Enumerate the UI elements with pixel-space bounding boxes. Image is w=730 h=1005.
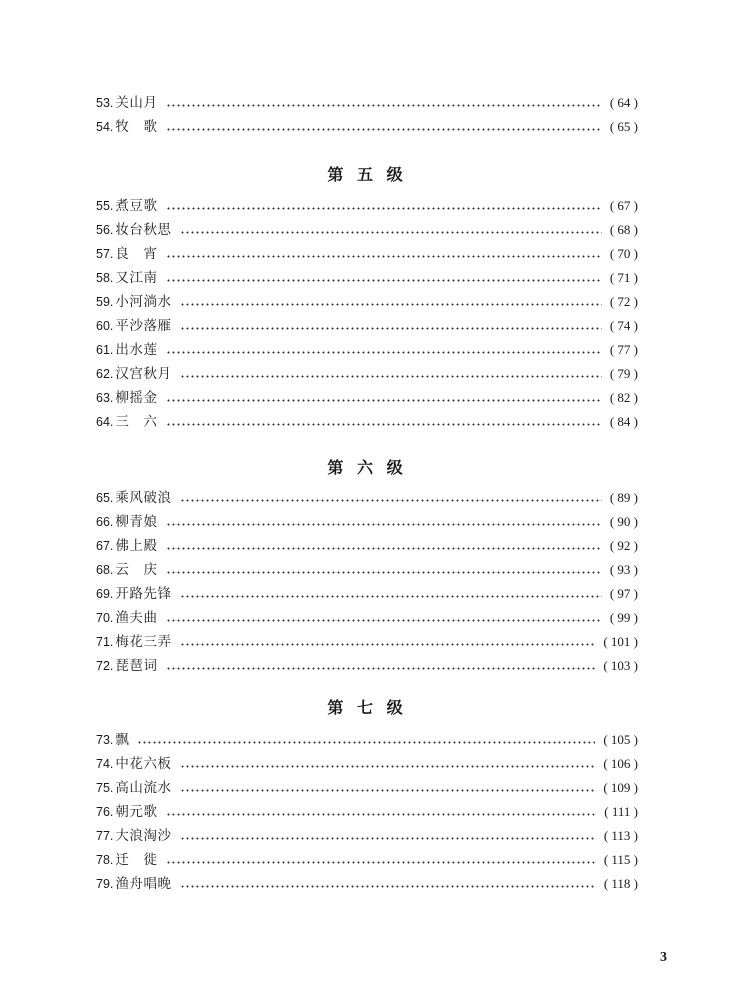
entry-number: 70.	[96, 611, 114, 625]
entry-page: ( 84 )	[609, 414, 638, 429]
section-heading: 第 七 级	[327, 698, 407, 717]
entry-title: 牧 歌	[115, 119, 158, 135]
entry-page: ( 70 )	[609, 246, 638, 261]
toc-entry[interactable]	[96, 559, 638, 581]
entry-number: 58.	[96, 271, 114, 285]
entry-page: ( 64 )	[609, 95, 638, 110]
dot-leader	[180, 876, 596, 888]
entry-number: 65.	[96, 491, 114, 505]
entry-number: 53.	[96, 96, 114, 110]
toc-entry[interactable]	[96, 583, 638, 605]
entry-page: ( 111 )	[604, 804, 638, 819]
entry-title: 妆台秋思	[115, 222, 172, 238]
toc-entry[interactable]	[96, 535, 638, 557]
entry-page: ( 103 )	[603, 658, 638, 673]
entry-number: 60.	[96, 319, 114, 333]
dot-leader	[166, 342, 602, 354]
toc-entry[interactable]	[96, 339, 638, 361]
dot-leader	[180, 780, 596, 792]
entry-number: 57.	[96, 247, 114, 261]
entry-title: 小河淌水	[115, 294, 172, 310]
entry-title: 高山流水	[115, 780, 172, 796]
entry-title: 关山月	[115, 95, 158, 111]
entry-title: 琵琶词	[115, 658, 158, 674]
entry-page: ( 115 )	[603, 852, 638, 867]
entry-page: ( 82 )	[609, 390, 638, 405]
dot-leader	[180, 586, 602, 598]
toc-entry[interactable]	[96, 849, 638, 871]
toc-entry[interactable]	[96, 267, 638, 289]
dot-leader	[166, 390, 602, 402]
entry-page: ( 118 )	[603, 876, 638, 891]
entry-number: 74.	[96, 757, 114, 771]
toc-entry[interactable]	[96, 801, 638, 823]
entry-page: ( 89 )	[609, 490, 638, 505]
toc-entry[interactable]	[96, 631, 638, 653]
toc-entry[interactable]	[96, 219, 638, 241]
section-heading: 第 六 级	[327, 458, 407, 477]
entry-title: 又江南	[115, 270, 158, 286]
entry-title: 柳摇金	[115, 390, 158, 406]
dot-leader	[166, 610, 602, 622]
dot-leader	[166, 119, 602, 131]
entry-page: ( 106 )	[603, 756, 638, 771]
toc-entry[interactable]	[96, 195, 638, 217]
dot-leader	[166, 270, 602, 282]
entry-page: ( 65 )	[609, 119, 638, 134]
entry-page: ( 79 )	[609, 366, 638, 381]
dot-leader	[180, 756, 596, 768]
entry-number: 72.	[96, 659, 114, 673]
dot-leader	[166, 514, 602, 526]
toc-entry[interactable]	[96, 315, 638, 337]
entry-number: 69.	[96, 587, 114, 601]
entry-number: 55.	[96, 199, 114, 213]
toc-entry[interactable]	[96, 873, 638, 895]
section-heading: 第 五 级	[327, 165, 407, 184]
toc-entry[interactable]	[96, 92, 638, 114]
entry-title: 汉宫秋月	[115, 366, 172, 382]
dot-leader	[166, 852, 596, 864]
entry-number: 56.	[96, 223, 114, 237]
entry-title: 飘	[115, 732, 130, 748]
entry-page: ( 101 )	[603, 634, 638, 649]
entry-number: 64.	[96, 415, 114, 429]
dot-leader	[166, 658, 596, 670]
entry-page: ( 109 )	[603, 780, 638, 795]
entry-number: 71.	[96, 635, 114, 649]
entry-number: 79.	[96, 877, 114, 891]
entry-number: 73.	[96, 733, 114, 747]
entry-number: 66.	[96, 515, 114, 529]
entry-title: 煮豆歌	[115, 198, 158, 214]
toc-entry[interactable]	[96, 487, 638, 509]
entry-page: ( 71 )	[609, 270, 638, 285]
entry-page: ( 113 )	[603, 828, 638, 843]
dot-leader	[166, 562, 602, 574]
entry-title: 中花六板	[115, 756, 172, 772]
entry-title: 渔夫曲	[115, 610, 158, 626]
toc-entry[interactable]	[96, 655, 638, 677]
dot-leader	[166, 246, 602, 258]
toc-entry[interactable]	[96, 777, 638, 799]
toc-entry[interactable]	[96, 729, 638, 751]
dot-leader	[180, 828, 596, 840]
entry-number: 68.	[96, 563, 114, 577]
dot-leader	[180, 294, 602, 306]
entry-number: 59.	[96, 295, 114, 309]
entry-number: 78.	[96, 853, 114, 867]
entry-page: ( 77 )	[609, 342, 638, 357]
entry-title: 三 六	[115, 414, 158, 430]
entry-title: 开路先锋	[115, 586, 172, 602]
entry-page: ( 74 )	[609, 318, 638, 333]
entry-page: ( 68 )	[609, 222, 638, 237]
entry-number: 76.	[96, 805, 114, 819]
entry-title: 云 庆	[115, 562, 158, 578]
entry-number: 61.	[96, 343, 114, 357]
entry-number: 67.	[96, 539, 114, 553]
entry-page: ( 105 )	[603, 732, 638, 747]
toc-entry[interactable]	[96, 753, 638, 775]
dot-leader	[166, 414, 602, 426]
entry-title: 渔舟唱晚	[115, 876, 172, 892]
dot-leader	[166, 804, 597, 816]
toc-entry[interactable]	[96, 511, 638, 533]
entry-page: ( 90 )	[609, 514, 638, 529]
toc-entry[interactable]	[96, 363, 638, 385]
entry-page: ( 93 )	[609, 562, 638, 577]
entry-title: 柳青娘	[115, 514, 158, 530]
toc-entry[interactable]	[96, 607, 638, 629]
entry-title: 出水莲	[115, 342, 158, 358]
toc-entry[interactable]	[96, 825, 638, 847]
entry-page: ( 72 )	[609, 294, 638, 309]
dot-leader	[180, 222, 602, 234]
dot-leader	[166, 95, 602, 107]
dot-leader	[180, 318, 602, 330]
entry-title: 朝元歌	[115, 804, 158, 820]
entry-page: ( 99 )	[609, 610, 638, 625]
dot-leader	[180, 634, 596, 646]
toc-entry[interactable]	[96, 116, 638, 138]
dot-leader	[166, 538, 602, 550]
dot-leader	[166, 198, 602, 210]
entry-title: 梅花三弄	[115, 634, 172, 650]
entry-number: 62.	[96, 367, 114, 381]
entry-title: 大浪淘沙	[115, 828, 172, 844]
entry-page: ( 67 )	[609, 198, 638, 213]
page-number: 3	[660, 950, 667, 965]
entry-number: 54.	[96, 120, 114, 134]
dot-leader	[180, 366, 602, 378]
entry-title: 良 宵	[115, 246, 158, 262]
dot-leader	[137, 732, 595, 744]
entry-title: 平沙落雁	[115, 318, 172, 334]
entry-page: ( 92 )	[609, 538, 638, 553]
entry-title: 迁 徙	[115, 852, 158, 868]
entry-title: 佛上殿	[115, 538, 158, 554]
toc-entry[interactable]	[96, 291, 638, 313]
entry-number: 75.	[96, 781, 114, 795]
entry-number: 63.	[96, 391, 114, 405]
toc-entry[interactable]	[96, 411, 638, 433]
entry-title: 乘风破浪	[115, 490, 172, 506]
dot-leader	[180, 490, 602, 502]
entry-page: ( 97 )	[609, 586, 638, 601]
entry-number: 77.	[96, 829, 114, 843]
toc-entry[interactable]	[96, 387, 638, 409]
toc-entry[interactable]	[96, 243, 638, 265]
